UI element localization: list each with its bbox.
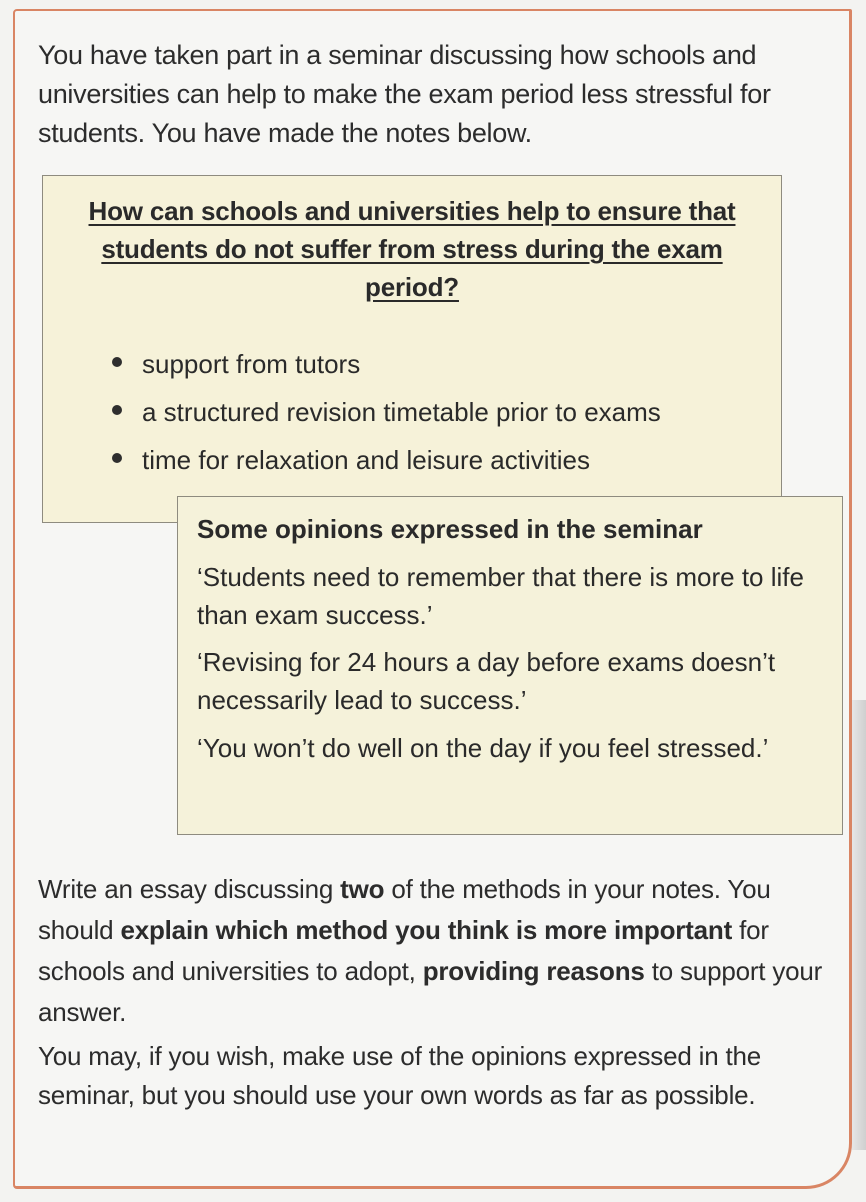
bullet-icon — [112, 453, 122, 463]
task-emphasis: two — [340, 874, 385, 904]
optional-note: You may, if you wish, make use of the opinions expressed in the seminar, but you should use your own words as far as possible. — [38, 1041, 762, 1110]
notes-item-text: a structured revision timetable prior to exams — [142, 397, 661, 427]
notes-list — [110, 340, 661, 484]
notes-item — [110, 340, 661, 388]
bullet-icon — [112, 357, 122, 367]
notes-question: How can schools and universities help to ensure that students do not suffer from stress during the exam period? — [88, 196, 736, 302]
task-emphasis: explain which method you think is more important — [120, 915, 733, 945]
task-emphasis: providing reasons — [422, 956, 645, 986]
opinions-heading: Some opinions expressed in the seminar — [197, 514, 703, 544]
task-text: Write an essay discussing — [38, 874, 341, 904]
opinion-quote: ‘Students need to remember that there is more to life than exam success.’ — [197, 562, 804, 630]
bullet-icon — [112, 405, 122, 415]
task-text: to support your answer. — [38, 956, 823, 1027]
task-text: of the methods in your notes. You should — [38, 874, 771, 945]
notes-item — [110, 388, 661, 436]
notes-item-text: time for relaxation and leisure activities — [142, 445, 590, 475]
task-text: for schools and universities to adopt, — [38, 915, 769, 986]
opinion-quote: ‘You won’t do well on the day if you feel stressed.’ — [197, 733, 769, 763]
intro-paragraph: You have taken part in a seminar discussing how schools and universities can help to make the exam period less stressful for students. You have made the notes below. — [38, 40, 771, 148]
notes-item — [110, 436, 661, 484]
opinion-quote: ‘Revising for 24 hours a day before exams doesn’t necessarily lead to success.’ — [197, 647, 776, 715]
page-edge — [852, 700, 866, 1150]
task-instructions — [38, 869, 828, 1033]
notes-item-text: support from tutors — [142, 349, 361, 379]
